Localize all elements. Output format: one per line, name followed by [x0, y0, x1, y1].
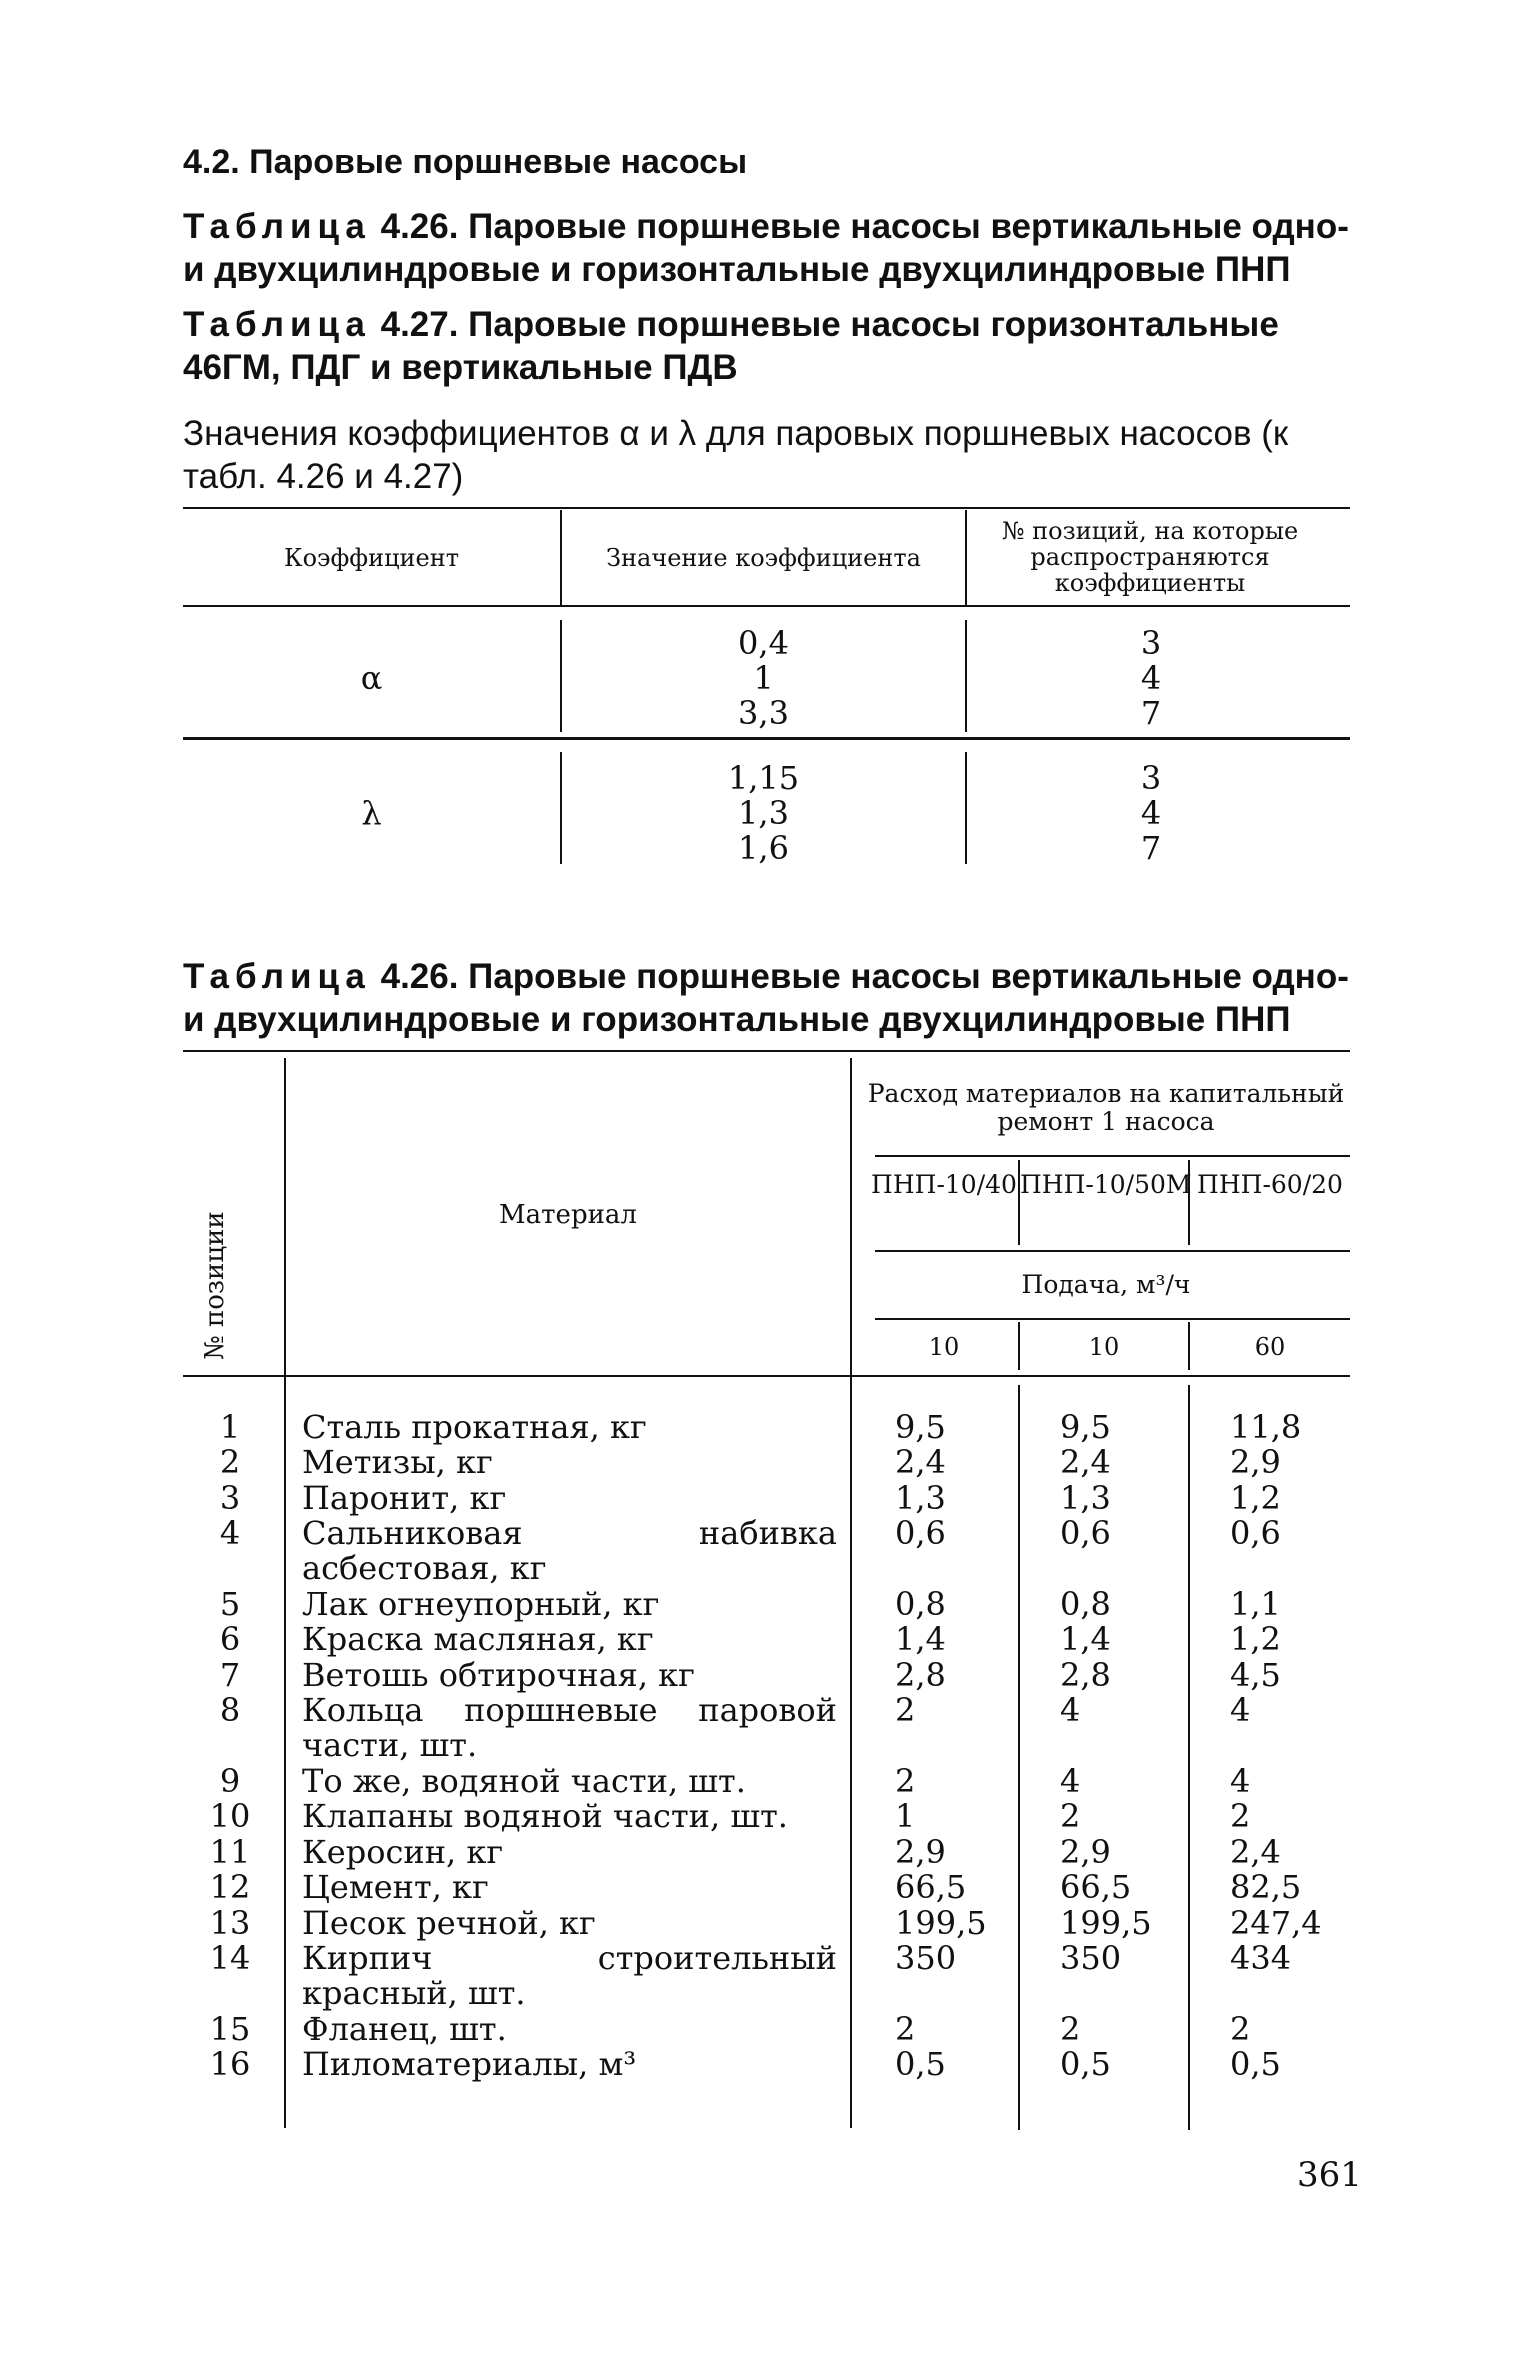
- row-number: 14: [209, 1939, 251, 1977]
- feed-value: 10: [1088, 1333, 1120, 1361]
- section-title: 4.2. Паровые поршневые насосы: [183, 143, 748, 181]
- row-value: 1,1: [1230, 1585, 1281, 1623]
- row-value: 1,2: [1230, 1620, 1281, 1659]
- row-number: 5: [219, 1585, 241, 1623]
- model-pnp-10-50m: ПНП-10/50М: [1020, 1170, 1192, 1199]
- rule: [875, 1250, 1350, 1252]
- row-number: 15: [209, 2009, 251, 2048]
- row-material: Кирпич строительный красный, шт.: [302, 1939, 837, 2012]
- model-pnp-60-20: ПНП-60/20: [1197, 1170, 1343, 1199]
- row-number: 3: [219, 1478, 241, 1517]
- row-material: Пиломатериалы, м³: [302, 2045, 637, 2084]
- row-value: 0,6: [895, 1514, 946, 1553]
- row-value: 82,5: [1230, 1868, 1302, 1907]
- lambda-value: 1,6: [738, 829, 789, 867]
- row-material: Паронит, кг: [302, 1478, 507, 1517]
- caption-word: Таблица: [183, 207, 371, 246]
- row-number: 6: [219, 1620, 241, 1659]
- row-value: 1,3: [1060, 1478, 1111, 1517]
- row-value: 9,5: [895, 1408, 946, 1446]
- row-number: 13: [209, 1903, 251, 1942]
- lambda-position: 4: [1140, 794, 1162, 832]
- col-divider: [1018, 1385, 1020, 2130]
- row-value: 2,9: [1060, 1832, 1111, 1871]
- model-pnp-10-40: ПНП-10/40: [871, 1170, 1017, 1199]
- row-value: 2: [1230, 1797, 1251, 1836]
- rule: [875, 1318, 1350, 1320]
- lambda-value: 1,15: [727, 759, 800, 797]
- alpha-position: 7: [1140, 694, 1162, 732]
- col-divider: [965, 510, 967, 605]
- row-value: 4,5: [1230, 1655, 1281, 1694]
- row-value: 1,3: [895, 1478, 946, 1517]
- feed-value: 60: [1254, 1333, 1286, 1361]
- row-value: 1: [895, 1797, 916, 1836]
- row-material: Фланец, шт.: [302, 2009, 507, 2048]
- row-material: Сальниковая набивка асбестовая, кг: [302, 1514, 837, 1588]
- row-material: Песок речной, кг: [302, 1903, 596, 1942]
- col-divider: [850, 1058, 852, 2128]
- caption-text: 4.26. Паровые поршневые насосы вертикальные одно- и двухцилиндровые и горизонтальные двухцилиндровые ПНП: [183, 207, 1349, 289]
- table-caption-4-26-repeat: [183, 955, 1353, 1041]
- row-material: Цемент, кг: [302, 1868, 489, 1907]
- rule: [183, 507, 1350, 509]
- lambda-value: 1,3: [738, 794, 789, 832]
- row-value: 0,6: [1230, 1514, 1281, 1553]
- row-value: 66,5: [1060, 1868, 1132, 1907]
- row-value: 247,4: [1230, 1903, 1322, 1942]
- row-value: 434: [1230, 1939, 1292, 1977]
- row-value: 4: [1230, 1691, 1251, 1730]
- row-material: То же, водяной части, шт.: [302, 1762, 746, 1800]
- lambda-symbol: λ: [361, 794, 382, 832]
- alpha-value: 1: [753, 659, 774, 697]
- table-caption-4-27: [183, 303, 1353, 389]
- row-value: 11,8: [1230, 1408, 1302, 1446]
- row-value: 199,5: [1060, 1903, 1152, 1942]
- row-material: Кольца поршневые паровой части, шт.: [302, 1691, 837, 1765]
- row-value: 4: [1060, 1762, 1081, 1800]
- caption-word: Таблица: [183, 957, 371, 996]
- row-material: Краска масляная, кг: [302, 1620, 654, 1659]
- lambda-position: 7: [1140, 829, 1162, 867]
- row-value: 2: [1060, 2009, 1081, 2048]
- row-value: 0,5: [1060, 2045, 1111, 2084]
- row-material: Лак огнеупорный, кг: [302, 1585, 660, 1623]
- header-consumption: Расход материалов на капитальный ремонт 1 насоса: [867, 1079, 1345, 1136]
- document-page: 4.2. Паровые поршневые насосы Таблица 4.26. Паровые поршневые насосы вертикальные одно- и двухцилиндровые и горизонтальные двухцилиндровые ПНП Таблица 4.27. Паровые поршневые насосы горизонтальные 46ГМ, ПДГ и вертикальные ПДВ Значения коэффициентов α и λ для паровых поршневых насосов (к табл. 4.26 и 4.27) Коэффициент Значение коэффициента № позиций, на которые распространяются коэффициенты α 0,4 1 3,3 3 4 7 λ 1,15 1,3 1,6 3 4 7 Таблица 4.26. Паровые поршневые насосы вертикальные одно- и двухцилиндровые и горизонтальные двухцилиндровые ПНП № позиции Материал Расход материалов на капитальный ремонт 1 насоса ПНП-10/40 ПНП-10/50М ПНП-60/20 Подача, м³/ч 10 10 60 1 Сталь прокатная, кг 9,5 9,5 11,8 2 Метизы, кг 2,4 2,4 2,9 3 Паронит, кг 1,3 1,3 1,2 4 Сальниковая набивка асбестовая, кг 0,6 0,6 0,6 5 Лак огнеупорный, кг 0,8 0,8 1,1 6 Краска масляная, кг 1,4 1,4 1,2 7 Ветошь обтирочная, кг 2,8 2,8 4,5 8 Кольца поршневые паровой части, шт. 2 4 4 9 То же, водяной части, шт. 2 4 4 10 Клапаны водяной части, шт. 1 2 2 11 Керосин, кг 2,9 2,9 2,4 12 Цемент, кг 66,5 66,5 82,5 13 Песок речной, кг 199,5 199,5 247,4 14 Кирпич строительный красный, шт. 350 350 434 15 Фланец, шт. 2 2 2 16 Пиломатериалы, м³ 0,5 0,5 0,5 361: [183, 143, 1362, 2195]
- feed-label: Подача, м³/ч: [1021, 1270, 1191, 1299]
- row-number: 1: [219, 1408, 241, 1446]
- row-value: 2,8: [1060, 1655, 1111, 1694]
- row-value: 2,4: [1060, 1443, 1111, 1482]
- caption-text: 4.26. Паровые поршневые насосы вертикальные одно- и двухцилиндровые и горизонтальные двухцилиндровые ПНП: [183, 957, 1349, 1039]
- row-value: 0,8: [895, 1585, 946, 1623]
- row-material: Керосин, кг: [302, 1832, 504, 1871]
- row-value: 2: [895, 1762, 916, 1800]
- feed-value: 10: [928, 1333, 960, 1361]
- row-number: 10: [209, 1797, 251, 1836]
- header-positions: № позиций, на которые распространяются коэффициенты: [1001, 517, 1299, 597]
- row-value: 0,5: [1230, 2045, 1281, 2084]
- row-value: 199,5: [895, 1903, 987, 1942]
- row-number: 9: [219, 1762, 241, 1800]
- caption-text: 4.27. Паровые поршневые насосы горизонтальные 46ГМ, ПДГ и вертикальные ПДВ: [183, 305, 1279, 387]
- row-value: 2: [1060, 1797, 1081, 1836]
- caption-word: Таблица: [183, 305, 371, 344]
- row-value: 9,5: [1060, 1408, 1111, 1446]
- alpha-value: 3,3: [738, 694, 789, 732]
- alpha-position: 3: [1140, 624, 1162, 662]
- row-value: 2,8: [895, 1655, 946, 1694]
- header-coefficient: Коэффициент: [284, 544, 459, 572]
- row-value: 1,4: [895, 1620, 946, 1659]
- header-value: Значение коэффициента: [606, 544, 921, 572]
- row-value: 66,5: [895, 1868, 967, 1907]
- row-value: 2: [1230, 2009, 1251, 2048]
- row-number: 7: [219, 1655, 241, 1694]
- row-value: 2: [895, 1691, 916, 1730]
- row-number: 2: [219, 1443, 241, 1482]
- row-material: Ветошь обтирочная, кг: [302, 1655, 695, 1694]
- coef-intro: Значения коэффициентов α и λ для паровых поршневых насосов (к табл. 4.26 и 4.27): [183, 414, 1289, 496]
- row-number: 8: [219, 1691, 241, 1730]
- rule: [183, 1050, 1350, 1052]
- row-value: 2: [895, 2009, 916, 2048]
- row-number: 11: [209, 1832, 251, 1871]
- row-value: 2,4: [895, 1443, 946, 1482]
- alpha-value: 0,4: [738, 624, 789, 662]
- row-value: 350: [1060, 1939, 1122, 1977]
- rule: [183, 1375, 1350, 1377]
- row-value: 2,9: [1230, 1443, 1281, 1482]
- header-material: Материал: [499, 1200, 637, 1230]
- rule: [183, 605, 1350, 607]
- row-value: 2,4: [1230, 1832, 1281, 1871]
- row-value: 4: [1060, 1691, 1081, 1730]
- lambda-position: 3: [1140, 759, 1162, 797]
- alpha-symbol: α: [360, 659, 383, 697]
- row-value: 2,9: [895, 1832, 946, 1871]
- table-caption-4-26: [183, 205, 1353, 291]
- row-value: 0,8: [1060, 1585, 1111, 1623]
- rule: [183, 737, 1350, 740]
- row-value: 1,2: [1230, 1478, 1281, 1517]
- row-number: 16: [209, 2045, 251, 2084]
- row-value: 350: [895, 1939, 957, 1977]
- row-number: 12: [209, 1868, 251, 1907]
- row-material: Клапаны водяной части, шт.: [302, 1797, 788, 1836]
- row-value: 0,5: [895, 2045, 946, 2084]
- alpha-position: 4: [1140, 659, 1162, 697]
- row-value: 1,4: [1060, 1620, 1111, 1659]
- col-divider: [1188, 1385, 1190, 2130]
- row-material: Сталь прокатная, кг: [302, 1408, 647, 1446]
- row-number: 4: [219, 1514, 241, 1553]
- row-material: Метизы, кг: [302, 1443, 493, 1482]
- row-value: 4: [1230, 1762, 1251, 1800]
- rule: [875, 1155, 1350, 1157]
- page-number: 361: [1297, 2155, 1362, 2195]
- row-value: 0,6: [1060, 1514, 1111, 1553]
